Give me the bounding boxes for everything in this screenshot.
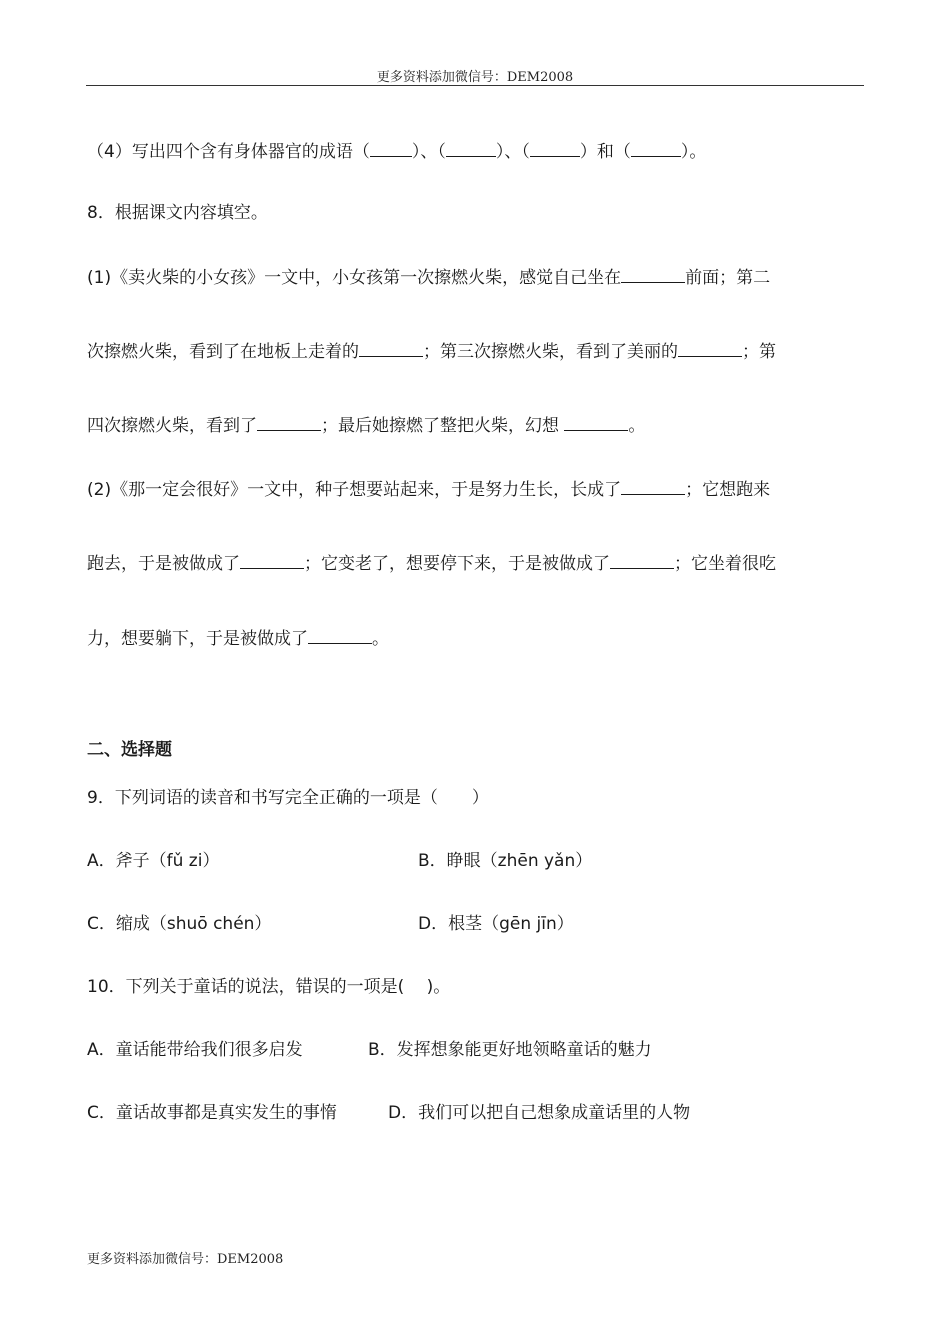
answer-blank[interactable] [257, 412, 321, 431]
q7-part4 [87, 138, 706, 164]
q8-text: 。 [372, 629, 389, 649]
q8-text: 前面；第二 [685, 268, 771, 288]
q8-text: 。 [628, 416, 646, 436]
q8-p1-line1 [87, 264, 770, 290]
answer-blank[interactable] [240, 550, 304, 569]
q7-part4-text: （4）写出四个含有身体器官的成语（ [87, 142, 370, 162]
answer-blank[interactable] [564, 412, 628, 431]
answer-blank[interactable] [359, 338, 423, 357]
q8-text: 次擦燃火柴，看到了在地板上走着的 [87, 342, 359, 362]
q8-p2-line1 [87, 476, 770, 502]
q7-part4-end: ）。 [680, 142, 707, 162]
q9-option-a[interactable]: A．斧子（fǔ zi） [87, 851, 220, 871]
q8-p1-line3 [87, 412, 645, 438]
q8-text: (2)《那一定会很好》一文中，种子想要站起来，于是努力生长，长成了 [87, 480, 622, 500]
answer-blank[interactable] [621, 264, 685, 283]
q8-text: ；它变老了，想要停下来，于是被做成了 [304, 554, 610, 574]
answer-blank[interactable] [610, 550, 674, 569]
page-header: 更多资料添加微信号：DEM2008 [376, 70, 574, 85]
q8-title: 8．根据课文内容填空。 [87, 203, 268, 223]
answer-blank[interactable] [631, 138, 681, 157]
q10-option-c[interactable]: C．童话故事都是真实发生的事惰 [87, 1103, 337, 1123]
q10-stem: 10．下列关于童话的说法，错误的一项是( )。 [87, 977, 451, 997]
q9-stem: 9．下列词语的读音和书写完全正确的一项是（ ） [87, 788, 489, 808]
q8-p2-line3 [87, 625, 389, 651]
answer-blank[interactable] [370, 138, 412, 157]
q7-part4-sep: ）和（ [579, 142, 631, 162]
answer-blank[interactable] [621, 476, 685, 495]
page-footer: 更多资料添加微信号：DEM2008 [87, 1252, 284, 1267]
q10-option-a[interactable]: A．童话能带给我们很多启发 [87, 1040, 303, 1060]
q8-text: ；第三次擦燃火柴，看到了美丽的 [423, 342, 678, 362]
q8-text: ；第 [742, 342, 776, 362]
q10-option-b[interactable]: B．发挥想象能更好地领略童话的魅力 [368, 1040, 652, 1060]
answer-blank[interactable] [446, 138, 496, 157]
section-title: 二、选择题 [87, 740, 172, 760]
q9-option-b[interactable]: B．睁眼（zhēn yǎn） [418, 851, 593, 871]
q9-option-d[interactable]: D．根茎（gēn jīn） [418, 914, 574, 934]
answer-blank[interactable] [530, 138, 580, 157]
q8-text: ；它坐着很吃 [674, 554, 776, 574]
q9-option-c[interactable]: C．缩成（shuō chén） [87, 914, 272, 934]
q8-text: 四次擦燃火柴，看到了 [87, 416, 257, 436]
q8-p2-line2 [87, 550, 776, 576]
q8-text: 力，想要躺下，于是被做成了 [87, 629, 308, 649]
header-divider [86, 85, 864, 86]
q8-text: 跑去，于是被做成了 [87, 554, 240, 574]
q8-text: ；它想跑来 [685, 480, 771, 500]
q7-part4-sep: ）、（ [411, 142, 446, 162]
q8-text: ；最后她擦燃了整把火柴，幻想 [321, 416, 565, 436]
q7-part4-sep: ）、（ [495, 142, 530, 162]
q8-p1-line2 [87, 338, 776, 364]
q8-text: (1)《卖火柴的小女孩》一文中，小女孩第一次擦燃火柴，感觉自己坐在 [87, 268, 622, 288]
q10-option-d[interactable]: D．我们可以把自己想象成童话里的人物 [388, 1103, 691, 1123]
answer-blank[interactable] [308, 625, 372, 644]
answer-blank[interactable] [678, 338, 742, 357]
